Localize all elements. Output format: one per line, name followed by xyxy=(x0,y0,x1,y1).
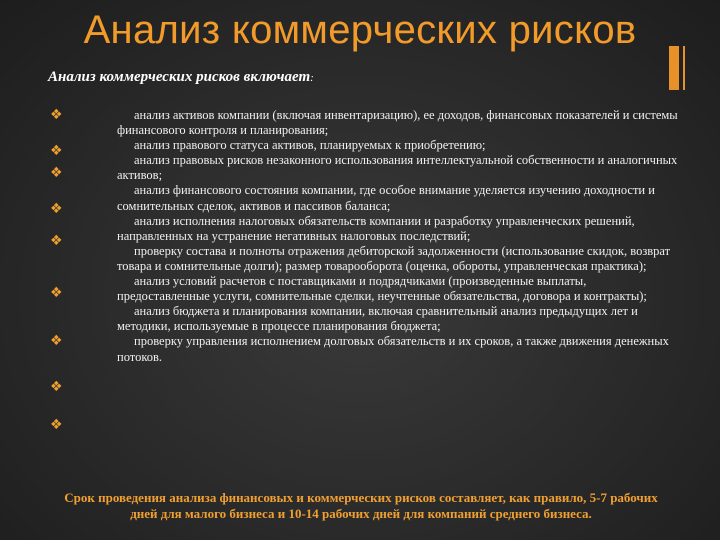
list-item: анализ финансового состояния компании, где особое внимание уделяется изучению доходности и сомнительных сделок, активов и пассивов баланса; xyxy=(117,183,655,213)
list-item: проверку управления исполнением долговых обязательств и их сроков, а также движения денежных потоков. xyxy=(117,334,669,364)
list-item: анализ правового статуса активов, планируемых к приобретению; xyxy=(134,138,486,153)
list-item: анализ бюджета и планирования компании, включая сравнительный анализ предыдущих лет и методики, используемые в процессе планирования бюджета; xyxy=(117,304,638,334)
checkmark-bullet-icon: ❖ xyxy=(50,379,63,395)
footer-note: Срок проведения анализа финансовых и коммерческих рисков составляет, как правило, 5-7 рабочих дней для малого бизнеса и 10-14 рабочих дней для компаний среднего бизнеса. xyxy=(64,490,658,521)
checkmark-bullet-icon: ❖ xyxy=(50,201,63,217)
checkmark-bullet-icon: ❖ xyxy=(50,417,63,433)
accent-bar-decoration xyxy=(669,46,679,90)
risk-analysis-list xyxy=(117,108,682,365)
list-item: анализ условий расчетов с поставщиками и подрядчиками (произведенные выплаты, предоставленные услуги, сомнительные сделки, неучтенные обязательства, договора и контракты); xyxy=(117,274,647,304)
slide-title: Анализ коммерческих рисков xyxy=(83,8,637,52)
subtitle-text: Анализ коммерческих рисков включает xyxy=(48,69,311,85)
list-item: анализ правовых рисков незаконного использования интеллектуальной собственности и аналогичных активов; xyxy=(117,153,678,183)
list-item: анализ исполнения налоговых обязательств компании и разработку управленческих решений, направленных на устранение негативных налоговых последствий; xyxy=(117,213,635,243)
list-item: анализ активов компании (включая инвентаризацию), ее доходов, финансовых показателей и системы финансового контроля и планирования; xyxy=(117,108,678,138)
list-item: проверку состава и полноты отражения дебиторской задолженности (использование скидок, возврат товара и сомнительные долги); размер товарооборота (оценка, обороты, управленческая практика); xyxy=(117,243,671,273)
subtitle-colon: : xyxy=(310,72,314,84)
slide-subtitle xyxy=(48,69,314,86)
checkmark-bullet-icon: ❖ xyxy=(50,233,63,249)
checkmark-bullet-icon: ❖ xyxy=(50,333,63,349)
checkmark-bullet-icon: ❖ xyxy=(50,165,63,181)
checkmark-bullet-icon: ❖ xyxy=(50,285,63,301)
checkmark-bullet-icon: ❖ xyxy=(50,143,63,159)
checkmark-bullet-icon: ❖ xyxy=(50,107,63,123)
